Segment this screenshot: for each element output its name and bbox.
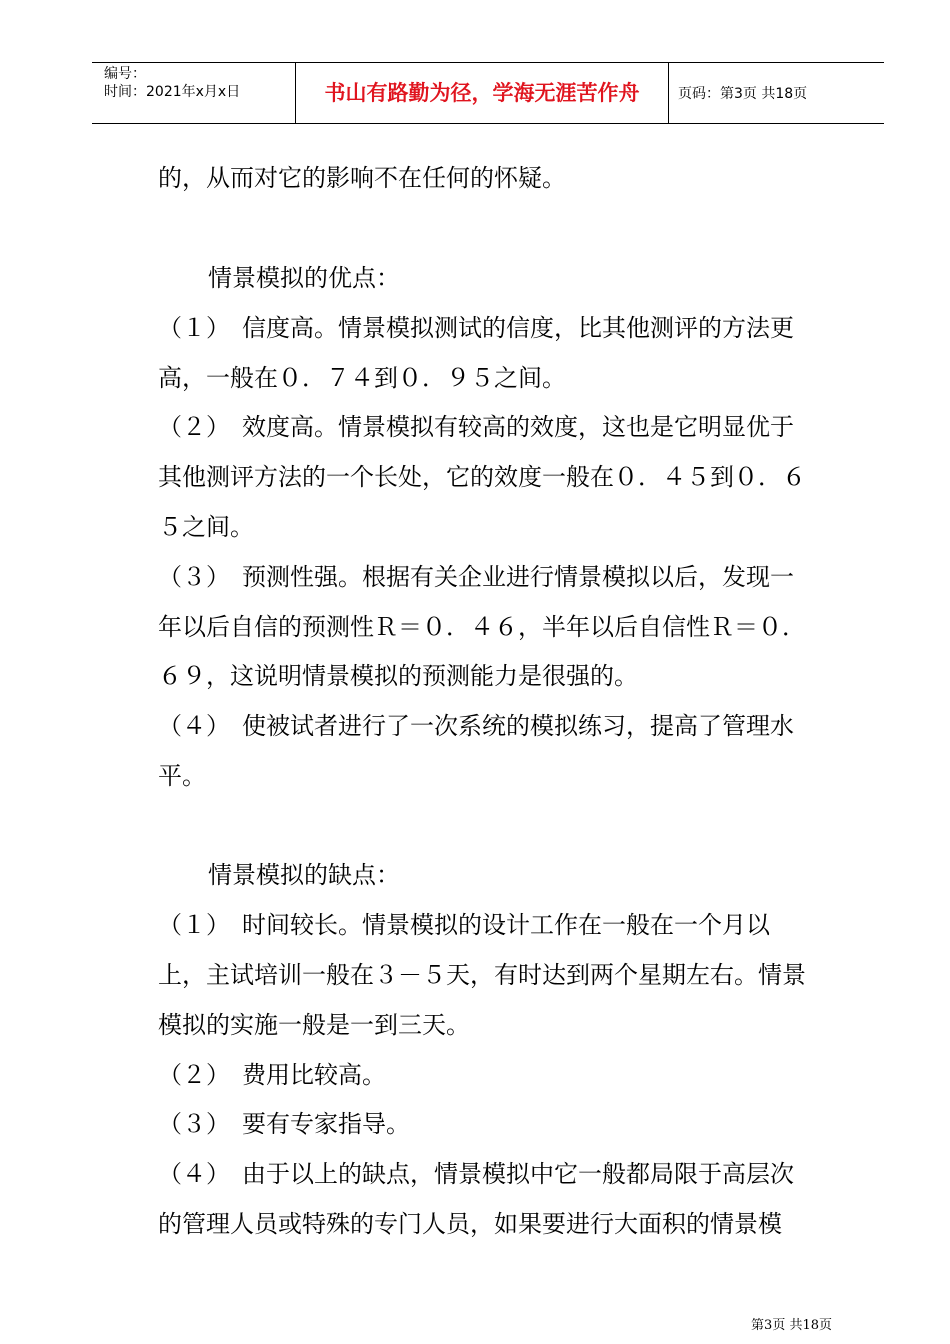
disadvantage-1-line-3: 模拟的实施一般是一到三天。 bbox=[158, 1011, 470, 1039]
disadvantage-3-line-1: （３） 要有专家指导。 bbox=[158, 1110, 410, 1138]
disadvantage-4-line-1: （４） 由于以上的缺点，情景模拟中它一般都局限于高层次 bbox=[158, 1160, 794, 1188]
advantage-2-line-3: ５之间。 bbox=[158, 513, 254, 541]
advantage-4-line-1: （４） 使被试者进行了一次系统的模拟练习，提高了管理水 bbox=[158, 712, 794, 740]
body-line-1: 的，从而对它的影响不在任何的怀疑。 bbox=[158, 164, 566, 192]
advantage-2-line-2: 其他测评方法的一个长处，它的效度一般在０．４５到０．６ bbox=[158, 463, 806, 491]
advantage-3-line-1: （３） 预测性强。根据有关企业进行情景模拟以后，发现一 bbox=[158, 563, 794, 591]
advantage-3-line-2: 年以后自信的预测性Ｒ＝０．４６，半年以后自信性Ｒ＝０． bbox=[158, 613, 806, 641]
advantage-4-line-2: 平。 bbox=[158, 762, 206, 790]
disadvantage-1-line-2: 上，主试培训一般在３－５天，有时达到两个星期左右。情景 bbox=[158, 961, 806, 989]
section-heading-advantages: 情景模拟的优点： bbox=[208, 264, 400, 292]
footer-page-number: 第3页 共18页 bbox=[751, 1318, 832, 1333]
advantage-1-line-2: 高，一般在０．７４到０．９５之间。 bbox=[158, 364, 566, 392]
disadvantage-2-line-1: （２） 费用比较高。 bbox=[158, 1061, 386, 1089]
header-number-label: 编号： bbox=[104, 66, 146, 82]
advantage-3-line-3: ６９，这说明情景模拟的预测能力是很强的。 bbox=[158, 662, 638, 690]
disadvantage-1-line-1: （１） 时间较长。情景模拟的设计工作在一般在一个月以 bbox=[158, 911, 770, 939]
header-time-label: 时间：2021年x月x日 bbox=[104, 84, 241, 100]
header-bottom-rule bbox=[92, 123, 884, 124]
header-page-label: 页码：第3页 共18页 bbox=[678, 86, 808, 102]
header-motto: 书山有路勤为径，学海无涯苦作舟 bbox=[324, 81, 640, 105]
advantage-2-line-1: （２） 效度高。情景模拟有较高的效度，这也是它明显优于 bbox=[158, 413, 794, 441]
disadvantage-4-line-2: 的管理人员或特殊的专门人员，如果要进行大面积的情景模 bbox=[158, 1210, 782, 1238]
header-divider-right bbox=[668, 62, 669, 123]
header-top-rule bbox=[92, 62, 884, 63]
advantage-1-line-1: （１） 信度高。情景模拟测试的信度，比其他测评的方法更 bbox=[158, 314, 794, 342]
section-heading-disadvantages: 情景模拟的缺点： bbox=[208, 861, 400, 889]
